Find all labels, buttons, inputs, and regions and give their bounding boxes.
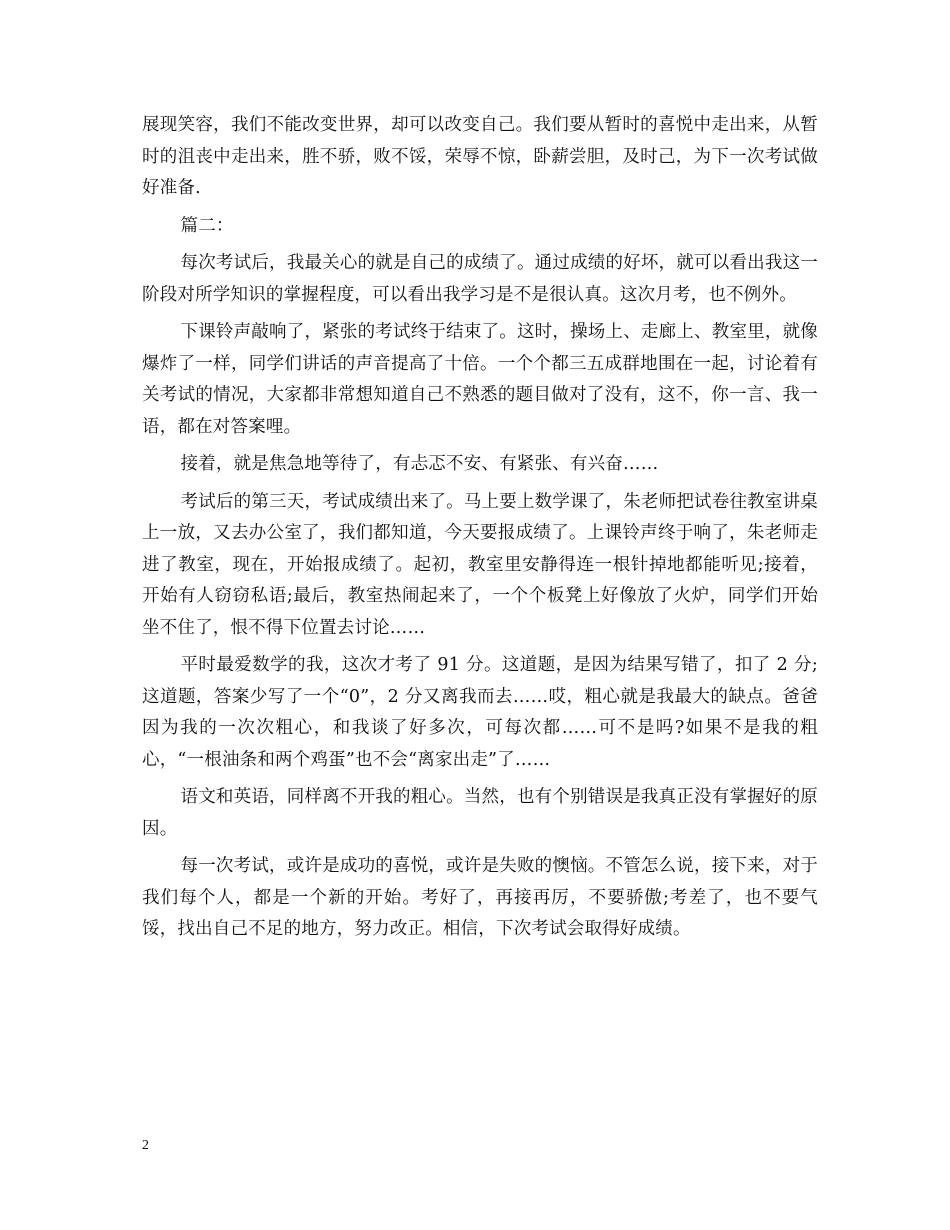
paragraph: 每次考试后，我最关心的就是自己的成绩了。通过成绩的好坏，就可以看出我这一阶段对所学知识的掌握程度，可以看出我学习是不是很认真。这次月考，也不例外。 <box>142 253 818 305</box>
section-heading: 篇二： <box>180 215 234 236</box>
paragraph: 下课铃声敲响了，紧张的考试终于结束了。这时，操场上、走廊上、教室里，就像爆炸了一样，同学们讲话的声音提高了十倍。一个个都三五成群地围在一起，讨论着有关考试的情况，大家都非常想知道自己不熟悉的题目做对了没有，这不，你一言、我一语，都在对答案哩。 <box>142 322 818 437</box>
paragraph: 平时最爱数学的我，这次才考了 91 分。这道题，是因为结果写错了，扣了 2 分;这道题，答案少写了一个“0”，2 分又离我而去……哎，粗心就是我最大的缺点。爸爸因为我的一次次粗心，和我谈了好多次，可每次都……可不是吗?如果不是我的粗心，“一根油条和两个鸡蛋”也不会“离家出走”了…… <box>142 655 818 770</box>
paragraph: 接着，就是焦急地等待了，有忐忑不安、有紧张、有兴奋…… <box>180 454 659 474</box>
paragraph: 考试后的第三天，考试成绩出来了。马上要上数学课了，朱老师把试卷往教室讲桌上一放，又去办公室了，我们都知道，今天要报成绩了。上课铃声终于响了，朱老师走进了教室，现在，开始报成绩了。起初，教室里安静得连一根针掉地都能听见;接着，开始有人窃窃私语;最后，教室热闹起来了，一个个板凳上好像放了火炉，同学们开始坐不住了，恨不得下位置去讨论…… <box>142 491 818 638</box>
document-body <box>142 110 818 952</box>
paragraph: 语文和英语，同样离不开我的粗心。当然，也有个别错误是我真正没有掌握好的原因。 <box>142 787 818 839</box>
paragraph-continuation: 展现笑容，我们不能改变世界，却可以改变自己。我们要从暂时的喜悦中走出来，从暂时的沮丧中走出来，胜不骄，败不馁，荣辱不惊，卧薪尝胆，及时己，为下一次考试做好准备. <box>142 115 818 198</box>
paragraph: 每一次考试，或许是成功的喜悦，或许是失败的懊恼。不管怎么说，接下来，对于我们每个人，都是一个新的开始。考好了，再接再厉，不要骄傲;考差了，也不要气馁，找出自己不足的地方，努力改正。相信，下次考试会取得好成绩。 <box>142 856 818 939</box>
page-number: 2 <box>142 1138 149 1153</box>
